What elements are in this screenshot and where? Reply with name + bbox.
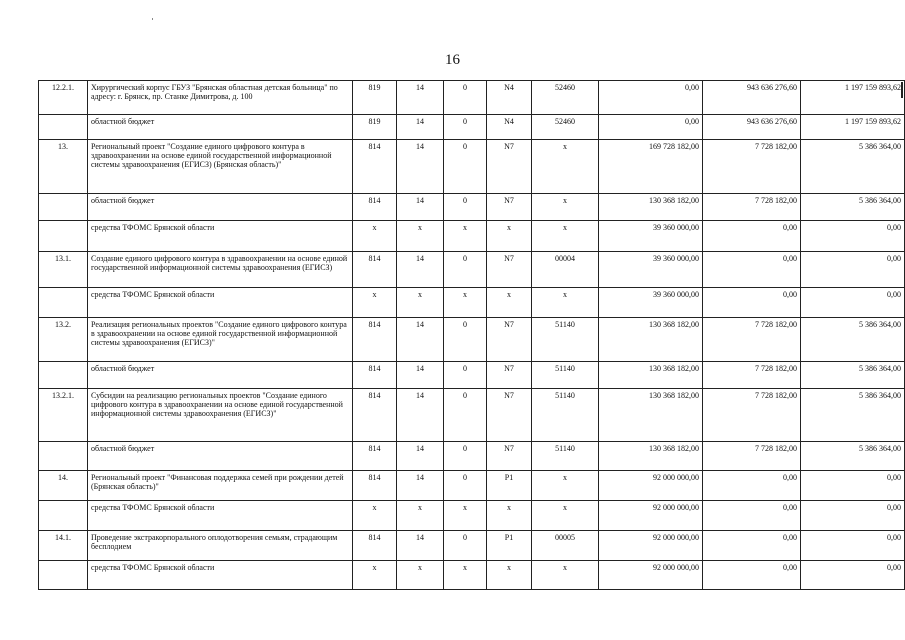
code-cell-5: 51140: [532, 442, 599, 471]
amount-cell-2: 0,00: [703, 471, 801, 501]
amount-cell-1: 169 728 182,00: [599, 140, 703, 194]
amount-cell-1: 39 360 000,00: [599, 288, 703, 318]
code-cell-2: 14: [397, 362, 444, 389]
code-cell-2: 14: [397, 252, 444, 288]
code-cell-5: 51140: [532, 362, 599, 389]
amount-cell-1: 0,00: [599, 115, 703, 140]
row-number-cell: 12.2.1.: [39, 81, 88, 115]
amount-cell-1: 92 000 000,00: [599, 531, 703, 561]
table-row: [39, 288, 905, 318]
table-row: [39, 221, 905, 252]
amount-cell-2: 0,00: [703, 531, 801, 561]
table-row: [39, 561, 905, 590]
code-cell-2: х: [397, 501, 444, 531]
code-cell-5: 51140: [532, 318, 599, 362]
code-cell-5: 52460: [532, 81, 599, 115]
amount-cell-2: 0,00: [703, 501, 801, 531]
code-cell-3: х: [444, 561, 487, 590]
amount-cell-1: 130 368 182,00: [599, 389, 703, 442]
code-cell-4: х: [487, 561, 532, 590]
code-cell-5: х: [532, 194, 599, 221]
code-cell-2: х: [397, 221, 444, 252]
amount-cell-2: 7 728 182,00: [703, 194, 801, 221]
row-number-cell: 13.1.: [39, 252, 88, 288]
table-row: [39, 501, 905, 531]
amount-cell-3: 0,00: [801, 531, 905, 561]
code-cell-5: х: [532, 501, 599, 531]
amount-cell-3: 5 386 364,00: [801, 194, 905, 221]
amount-cell-2: 7 728 182,00: [703, 362, 801, 389]
table-row: [39, 318, 905, 362]
code-cell-5: 52460: [532, 115, 599, 140]
row-number-cell: [39, 221, 88, 252]
code-cell-2: х: [397, 561, 444, 590]
amount-cell-1: 130 368 182,00: [599, 362, 703, 389]
code-cell-3: 0: [444, 115, 487, 140]
amount-cell-3: 0,00: [801, 501, 905, 531]
row-number-cell: [39, 194, 88, 221]
amount-cell-1: 92 000 000,00: [599, 471, 703, 501]
code-cell-2: 14: [397, 389, 444, 442]
row-number-cell: 13.2.1.: [39, 389, 88, 442]
code-cell-4: N7: [487, 140, 532, 194]
row-name-cell: средства ТФОМС Брянской области: [88, 561, 353, 590]
row-number-cell: [39, 561, 88, 590]
amount-cell-2: 7 728 182,00: [703, 140, 801, 194]
code-cell-3: 0: [444, 471, 487, 501]
code-cell-1: 819: [353, 115, 397, 140]
amount-cell-3: 1 197 159 893,62: [801, 81, 905, 115]
code-cell-1: х: [353, 221, 397, 252]
code-cell-1: 814: [353, 252, 397, 288]
code-cell-2: 14: [397, 442, 444, 471]
code-cell-4: P1: [487, 471, 532, 501]
row-number-cell: [39, 288, 88, 318]
row-name-cell: областной бюджет: [88, 362, 353, 389]
table-row: [39, 252, 905, 288]
code-cell-1: 819: [353, 81, 397, 115]
row-name-cell: Создание единого цифрового контура в здравоохранении на основе единой государственной информационной системы здравоохранения (ЕГИСЗ): [88, 252, 353, 288]
amount-cell-1: 130 368 182,00: [599, 442, 703, 471]
amount-cell-3: 0,00: [801, 471, 905, 501]
code-cell-1: 814: [353, 362, 397, 389]
amount-cell-1: 92 000 000,00: [599, 561, 703, 590]
code-cell-1: 814: [353, 389, 397, 442]
row-name-cell: средства ТФОМС Брянской области: [88, 501, 353, 531]
amount-cell-2: 943 636 276,60: [703, 115, 801, 140]
code-cell-4: N7: [487, 442, 532, 471]
code-cell-1: х: [353, 561, 397, 590]
amount-cell-3: 5 386 364,00: [801, 362, 905, 389]
code-cell-3: 0: [444, 362, 487, 389]
code-cell-4: N4: [487, 115, 532, 140]
code-cell-5: х: [532, 288, 599, 318]
row-name-cell: областной бюджет: [88, 194, 353, 221]
row-number-cell: 14.: [39, 471, 88, 501]
row-name-cell: средства ТФОМС Брянской области: [88, 288, 353, 318]
amount-cell-3: 5 386 364,00: [801, 140, 905, 194]
code-cell-3: 0: [444, 318, 487, 362]
code-cell-3: 0: [444, 389, 487, 442]
amount-cell-2: 0,00: [703, 252, 801, 288]
amount-cell-1: 39 360 000,00: [599, 221, 703, 252]
row-name-cell: Проведение экстракорпорального оплодотворения семьям, страдающим бесплодием: [88, 531, 353, 561]
code-cell-1: 814: [353, 318, 397, 362]
code-cell-3: 0: [444, 81, 487, 115]
amount-cell-3: 5 386 364,00: [801, 389, 905, 442]
amount-cell-2: 0,00: [703, 561, 801, 590]
code-cell-1: 814: [353, 140, 397, 194]
row-name-cell: Региональный проект "Финансовая поддержка семей при рождении детей (Брянская область)": [88, 471, 353, 501]
table-row: [39, 194, 905, 221]
amount-cell-2: 0,00: [703, 288, 801, 318]
code-cell-5: х: [532, 561, 599, 590]
table-body: [39, 81, 905, 590]
code-cell-3: 0: [444, 442, 487, 471]
amount-cell-3: 0,00: [801, 252, 905, 288]
row-name-cell: Реализация региональных проектов "Создание единого цифрового контура в здравоохранении на основе единой государственной информационной системы здравоохранения (ЕГИСЗ)": [88, 318, 353, 362]
code-cell-4: N7: [487, 252, 532, 288]
row-name-cell: Региональный проект "Создание единого цифрового контура в здравоохранении на основе единой государственной информационной системы здравоохранения (ЕГИСЗ) (Брянская область)": [88, 140, 353, 194]
row-number-cell: 13.: [39, 140, 88, 194]
code-cell-3: х: [444, 288, 487, 318]
amount-cell-3: 0,00: [801, 561, 905, 590]
page-number: 16: [445, 52, 460, 68]
amount-cell-3: 0,00: [801, 288, 905, 318]
code-cell-3: х: [444, 221, 487, 252]
table-row: [39, 140, 905, 194]
amount-cell-3: 5 386 364,00: [801, 442, 905, 471]
amount-cell-2: 0,00: [703, 221, 801, 252]
amount-cell-1: 130 368 182,00: [599, 194, 703, 221]
code-cell-2: 14: [397, 318, 444, 362]
row-name-cell: Хирургический корпус ГБУЗ "Брянская областная детская больница" по адресу: г. Брянск, пр. Станке Димитрова, д. 100: [88, 81, 353, 115]
code-cell-4: N7: [487, 318, 532, 362]
code-cell-5: х: [532, 221, 599, 252]
code-cell-1: х: [353, 501, 397, 531]
amount-cell-3: 1 197 159 893,62: [801, 115, 905, 140]
table-row: [39, 471, 905, 501]
code-cell-4: х: [487, 221, 532, 252]
code-cell-1: 814: [353, 194, 397, 221]
row-number-cell: [39, 362, 88, 389]
code-cell-3: 0: [444, 252, 487, 288]
code-cell-5: х: [532, 140, 599, 194]
code-cell-5: 51140: [532, 389, 599, 442]
row-name-cell: Субсидии на реализацию региональных проектов "Создание единого цифрового контура в здравоохранении на основе единой государственной информационной системы здравоохранения (ЕГИСЗ)": [88, 389, 353, 442]
code-cell-2: 14: [397, 115, 444, 140]
code-cell-1: 814: [353, 531, 397, 561]
row-number-cell: [39, 115, 88, 140]
code-cell-1: 814: [353, 471, 397, 501]
amount-cell-1: 39 360 000,00: [599, 252, 703, 288]
code-cell-1: х: [353, 288, 397, 318]
table-row: [39, 442, 905, 471]
code-cell-2: 14: [397, 194, 444, 221]
code-cell-3: 0: [444, 140, 487, 194]
row-number-cell: 14.1.: [39, 531, 88, 561]
row-name-cell: областной бюджет: [88, 115, 353, 140]
code-cell-4: N7: [487, 194, 532, 221]
code-cell-2: 14: [397, 140, 444, 194]
table-row: [39, 389, 905, 442]
code-cell-4: N7: [487, 389, 532, 442]
code-cell-5: х: [532, 471, 599, 501]
amount-cell-2: 7 728 182,00: [703, 318, 801, 362]
amount-cell-2: 943 636 276,60: [703, 81, 801, 115]
amount-cell-1: 0,00: [599, 81, 703, 115]
amount-cell-2: 7 728 182,00: [703, 389, 801, 442]
code-cell-5: 00004: [532, 252, 599, 288]
amount-cell-2: 7 728 182,00: [703, 442, 801, 471]
code-cell-2: 14: [397, 531, 444, 561]
code-cell-2: х: [397, 288, 444, 318]
code-cell-3: 0: [444, 194, 487, 221]
code-cell-1: 814: [353, 442, 397, 471]
amount-cell-1: 92 000 000,00: [599, 501, 703, 531]
table-row: [39, 362, 905, 389]
code-cell-4: N7: [487, 362, 532, 389]
budget-table: [38, 80, 905, 590]
table-row: [39, 81, 905, 115]
code-cell-4: х: [487, 501, 532, 531]
code-cell-4: P1: [487, 531, 532, 561]
scan-mark: [152, 18, 153, 20]
row-number-cell: 13.2.: [39, 318, 88, 362]
code-cell-4: х: [487, 288, 532, 318]
row-name-cell: средства ТФОМС Брянской области: [88, 221, 353, 252]
amount-cell-1: 130 368 182,00: [599, 318, 703, 362]
row-name-cell: областной бюджет: [88, 442, 353, 471]
table-row: [39, 115, 905, 140]
amount-cell-3: 5 386 364,00: [801, 318, 905, 362]
code-cell-4: N4: [487, 81, 532, 115]
code-cell-3: 0: [444, 531, 487, 561]
row-number-cell: [39, 442, 88, 471]
code-cell-2: 14: [397, 471, 444, 501]
row-number-cell: [39, 501, 88, 531]
table-row: [39, 531, 905, 561]
amount-cell-3: 0,00: [801, 221, 905, 252]
code-cell-2: 14: [397, 81, 444, 115]
code-cell-3: х: [444, 501, 487, 531]
code-cell-5: 00005: [532, 531, 599, 561]
